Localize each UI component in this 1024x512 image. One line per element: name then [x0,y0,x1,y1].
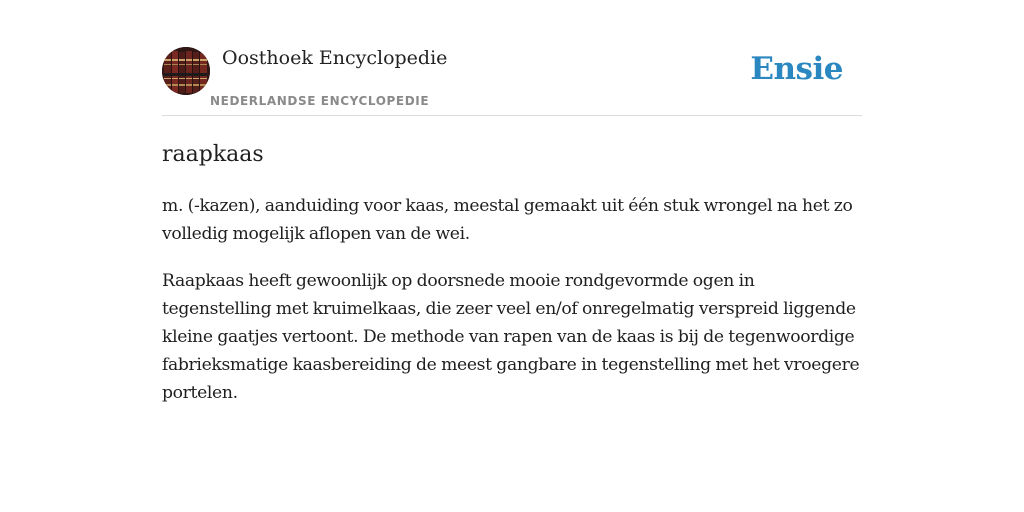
ensie-brand-logo[interactable]: Ensie [750,51,843,87]
site-title-link[interactable]: Oosthoek Encyclopedie [222,47,448,69]
page-container [162,0,862,403]
encyclopedia-books-icon[interactable] [162,47,210,95]
site-header [162,0,862,116]
entry-body [162,192,862,426]
site-subtitle: NEDERLANDSE ENCYCLOPEDIE [210,94,430,108]
entry-paragraph: m. (-kazen), aanduiding voor kaas, meestal gemaakt uit één stuk wrongel na het zo volledig mogelijk aflopen van de wei. [162,196,853,244]
entry-title: raapkaas [162,142,264,167]
entry-paragraph: Raapkaas heeft gewoonlijk op doorsnede mooie rondgevormde ogen in tegenstelling met kruimelkaas, die zeer veel en/of onregelmatig verspreid liggende kleine gaatjes vertoont. De methode van rapen van de kaas is bij de tegenwoordige fabrieksmatige kaasbereiding de meest gangbare in tegenstelling met het vroegere portelen. [162,271,860,403]
